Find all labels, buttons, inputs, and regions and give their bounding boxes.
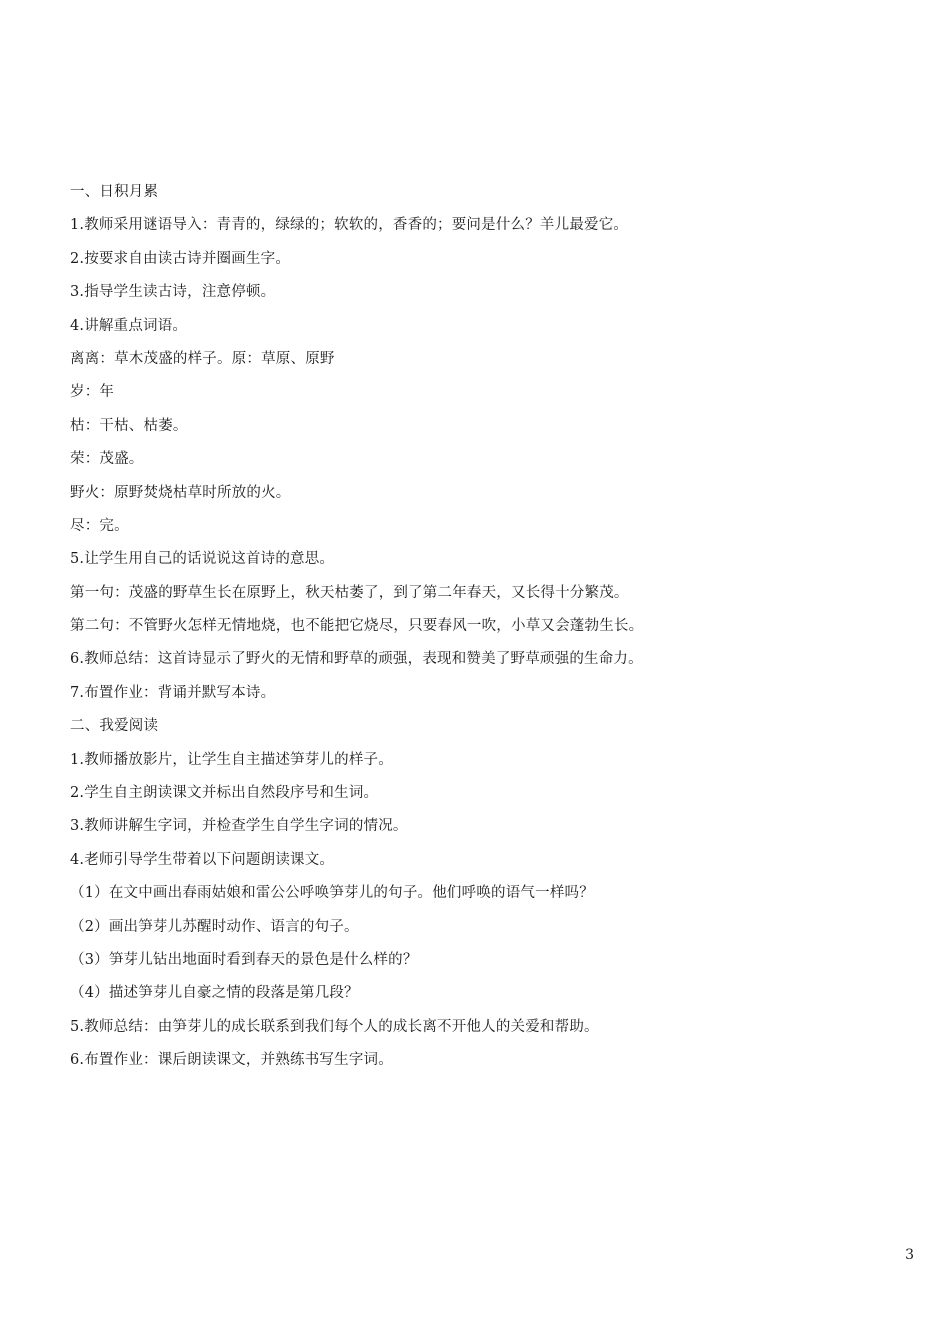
text-line: 4.讲解重点词语。 (70, 317, 188, 334)
text-line: 1.教师播放影片，让学生自主描述笋芽儿的样子。 (70, 751, 393, 768)
text-line: 离离：草木茂盛的样子。原：草原、原野 (70, 350, 335, 367)
text-line: 5.教师总结：由笋芽儿的成长联系到我们每个人的成长离不开他人的关爱和帮助。 (70, 1018, 599, 1035)
text-line: 岁：年 (70, 384, 115, 401)
text-line: 2.学生自主朗读课文并标出自然段序号和生词。 (70, 785, 379, 802)
text-line: 野火：原野焚烧枯草时所放的火。 (70, 484, 291, 501)
text-line: 6.布置作业：课后朗读课文，并熟练书写生字词。 (70, 1052, 393, 1069)
text-line: 第一句：茂盛的野草生长在原野上，秋天枯萎了，到了第二年春天，又长得十分繁茂。 (70, 584, 629, 601)
text-line: 4.老师引导学生带着以下问题朗读课文。 (70, 851, 335, 868)
text-line: 第二句：不管野火怎样无情地烧，也不能把它烧尽，只要春风一吹，小草又会蓬勃生长。 (70, 618, 644, 635)
text-line: （2）画出笋芽儿苏醒时动作、语言的句子。 (70, 918, 359, 935)
section-heading-1: 一、日积月累 (70, 184, 159, 200)
text-line: 荣：茂盛。 (70, 451, 144, 468)
text-line: 5.让学生用自己的话说说这首诗的意思。 (70, 551, 335, 568)
text-line: （1）在文中画出春雨姑娘和雷公公呼唤笋芽儿的句子。他们呼唤的语气一样吗？ (70, 885, 594, 902)
document-body (70, 176, 890, 1078)
section-heading-2: 二、我爱阅读 (70, 718, 159, 735)
text-line: 6.教师总结：这首诗显示了野火的无情和野草的顽强，表现和赞美了野草顽强的生命力。 (70, 651, 643, 668)
text-line: （4）描述笋芽儿自豪之情的段落是第几段？ (70, 985, 359, 1002)
text-line: 2.按要求自由读古诗并圈画生字。 (70, 250, 291, 267)
text-line: 尽：完。 (70, 517, 129, 534)
page-number: 3 (905, 1247, 914, 1263)
text-line: 枯：干枯、枯萎。 (70, 417, 188, 434)
text-line: 3.指导学生读古诗，注意停顿。 (70, 284, 276, 301)
text-line: 7.布置作业：背诵并默写本诗。 (70, 684, 276, 701)
text-line: （3）笋芽儿钻出地面时看到春天的景色是什么样的？ (70, 951, 418, 968)
text-line: 3.教师讲解生字词，并检查学生自学生字词的情况。 (70, 818, 408, 835)
text-line: 1.教师采用谜语导入：青青的，绿绿的；软软的，香香的；要问是什么？羊儿最爱它。 (70, 217, 629, 234)
